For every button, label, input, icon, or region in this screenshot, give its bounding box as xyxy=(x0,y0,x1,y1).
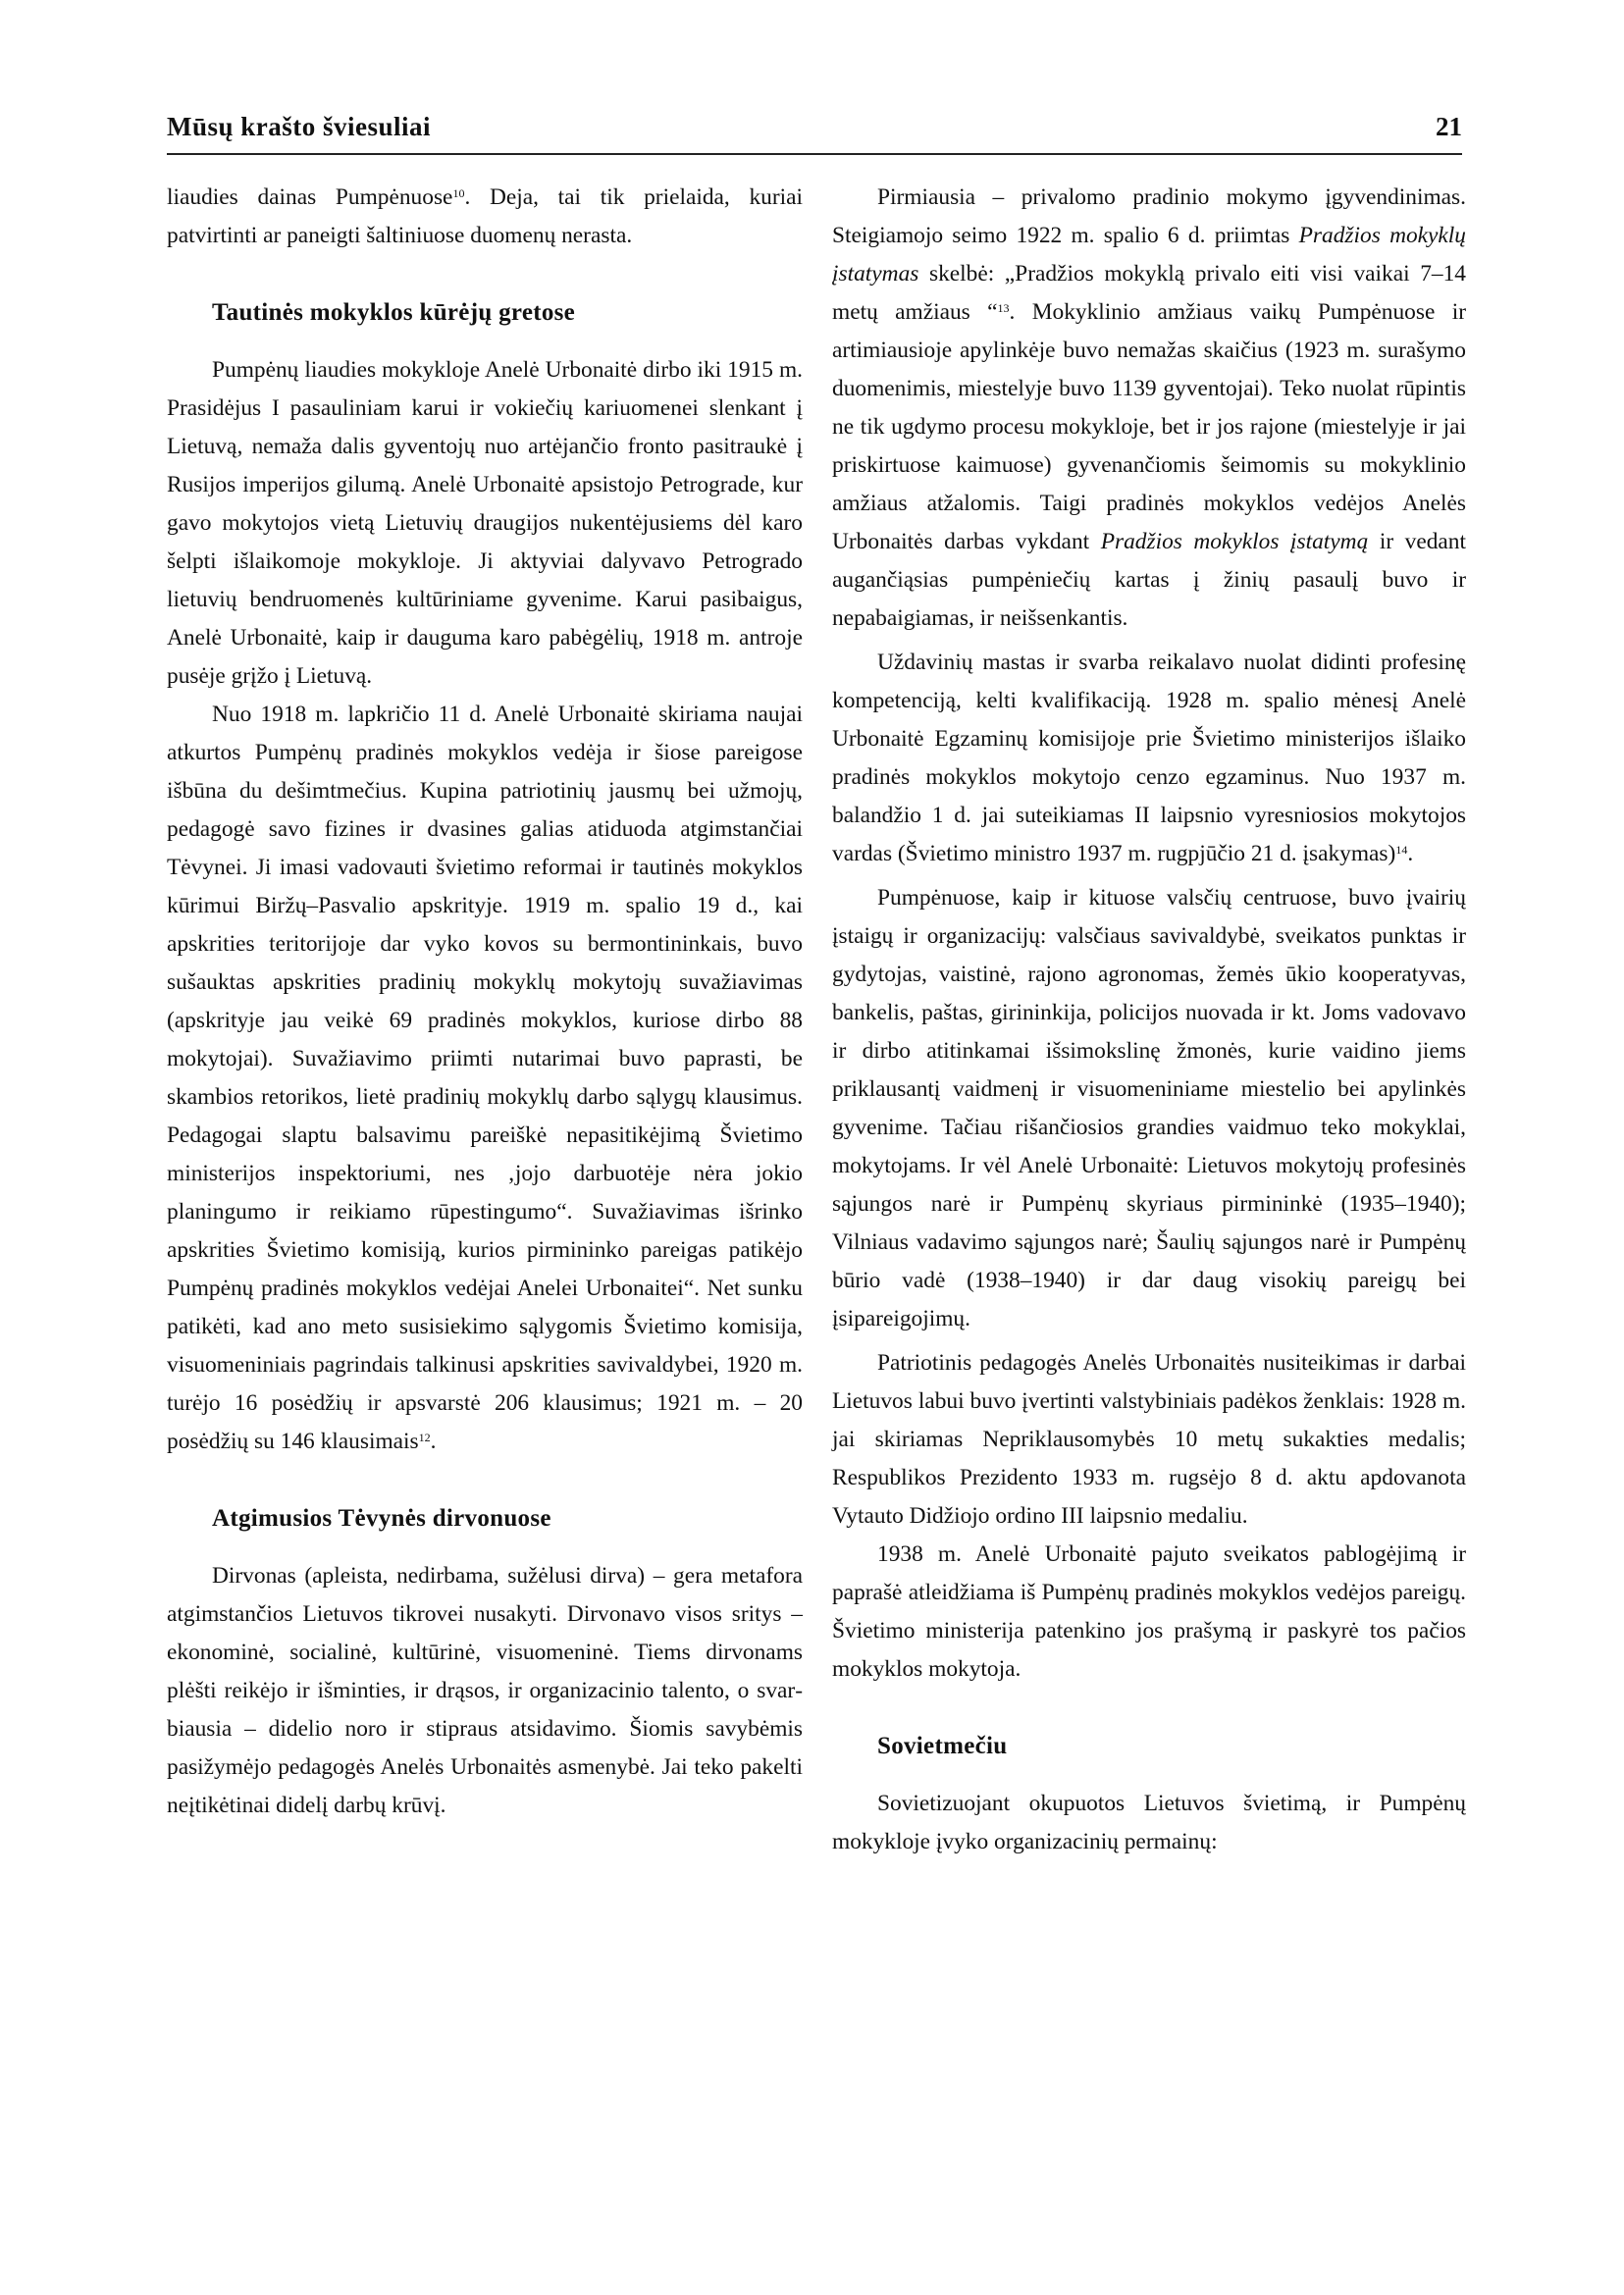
footnote-ref: 14 xyxy=(1395,843,1408,857)
paragraph: Nuo 1918 m. lapkričio 11 d. Anelė Urbonaitė skiriama naujai atkurtos Pumpėnų pradinės mokyklos vedėja ir šiose pareigose išbūna du dešimtmečius. Kupina patriotinių jausmų bei užmojų, pedagogė savo fizines ir dvasines galias atiduoda atgimstančiai Tėvynei. Ji imasi vadovauti švietimo reformai ir tautinės mokyklos kūrimui Biržų–Pasvalio apskrityje. 1919 m. spalio 19 d., kai apskrities teritorijoje dar vyko kovos su bermontininkais, buvo sušauktas apskrities pradinių mokyklų mokytojų suvažiavimas (apskrityje jau veikė 69 pradinės mokyklos, kuriose dirbo 88 mokytojai). Suvažiavimo priimti nutarimai buvo paprasti, be skambios retorikos, lietė pradinių mokyklų darbo sąlygų klausimus. Pedagogai slaptu balsavimu pareiškė nepasitikėjimą Švietimo ministerijos inspektoriumi, nes ‚jojo darbuotėje nėra jokio planingumo ir reikiamo rūpestingumo“. Suvažiavimas išrinko apskrities Švietimo komisiją, kurios pirmininko pareigas patikėjo Pumpėnų pradinės mokyklos vedėjai Anelei Urbonaitei“. Net sunku patikėti, kad ano meto susisiekimo sąlygomis Švietimo komisija, visuomeniniais pagrindais talkinusi apskrities savivaldybei, 1920 m. turėjo 16 posėdžių ir apsvarstė 206 klausimus; 1921 m. – 20 posėdžių su 146 klausimais$^{12}$. xyxy=(167,702,803,1454)
footnote-ref: 13 xyxy=(997,301,1010,315)
footnote-ref: 10 xyxy=(452,186,465,200)
paragraph: liaudies dainas Pumpėnuose$^{10}$. Deja, tai tik prielaida, kuriai patvirtinti ar paneigti šaltiniuose duomenų nerasta. xyxy=(167,184,804,248)
footnote-ref: 12 xyxy=(418,1431,431,1444)
paragraph: Sovietizuojant okupuotos Lietuvos švietimą, ir Pumpėnų mokykloje įvyko organizacinių permainų: xyxy=(832,1791,1466,1854)
section-heading: Atgimusios Tėvynės dirvonuose xyxy=(212,1505,551,1532)
paragraph: Pumpėnuose, kaip ir kituose valsčių centruose, buvo įvairių įstaigų ir organizacijų: valsčiaus savivaldybė, sveikatos punktas ir gydytojas, vaistinė, rajono agronomas, žemės ūkio kooperatyvas, bankelis, paštas, girininkija, policijos nuovada ir kt. Joms vadovavo ir dirbo atitinkamai išsimokslinę žmonės, kurie vaidino jiems priklausantį vaidmenį ir visuomeniniame miestelio bei apylinkės gyvenime. Tačiau rišančiosios grandies vaidmuo teko mokyklai, mokytojams. Ir vėl Anelė Urbonaitė: Lietuvos mokytojų profesinės sąjungos narė ir Pumpėnų skyriaus pirmininkė (1935–1940); Vilniaus vadavimo sąjungos narė; Šaulių sąjungos narė ir Pumpėnų būrio vadė (1938–1940) ir dar daug visokių pareigų bei įsipareigojimų. xyxy=(832,885,1466,1331)
running-header xyxy=(167,108,1462,155)
paragraph: Uždavinių mastas ir svarba reikalavo nuolat didinti profesinę kompetenciją, kelti kvalifikaciją. 1928 m. spalio mėnesį Anelė Urbonaitė Egzaminų komisijoje prie Švietimo ministerijos išlaiko pradinės mokyklos mokytojo cenzo egzaminus. Nuo 1937 m. balandžio 1 d. jai suteikiamas II laipsnio vyresniosios mokytojos vardas (Švietimo ministro 1937 m. rugpjūčio 21 d. įsakymas)$^{14}$. xyxy=(832,650,1466,866)
running-title: Mūsų krašto šviesuliai xyxy=(167,112,432,141)
paragraph: 1938 m. Anelė Urbonaitė pajuto sveikatos pablogėjimą ir paprašė atleidžiama iš Pumpėnų pradinės mokyklos vedėjos pareigų. Švietimo ministerija patenkino jos prašymą ir paskyrė tos pačios mokyklos mokytoja. xyxy=(832,1541,1466,1682)
paragraph: Patriotinis pedagogės Anelės Urbonaitės nusiteikimas ir darbai Lietuvos labui buvo įvertinti valstybiniais padėkos ženklais: 1928 m. jai skiriamas Nepriklausomybės 10 metų sukakties medalis; Respublikos Prezidento 1933 m. rugsėjo 8 d. aktu apdovanota Vytauto Didžiojo ordino III laipsnio medaliu. xyxy=(832,1350,1466,1529)
left-column xyxy=(167,179,803,1825)
paragraph: Pumpėnų liaudies mokykloje Anelė Urbonaitė dirbo iki 1915 m. Prasidėjus I pasauliniam karui ir vokiečių kariuomenei slenkant į Lietuvą, nemaža dalis gyventojų nuo artėjančio fronto pasitraukė į Rusijos imperijos gilumą. Anelė Urbonaitė apsistojo Petrograde, kur gavo mokytojos vietą Lietuvių draugijos nukentėjusiems dėl karo šelpti išlaikomoje mokykloje. Ji aktyviai dalyvavo Petrogrado lietuvių bendruomenės kultūriniame gyvenime. Karui pasibaigus, Anelė Urbonaitė, kaip ir dauguma karo pabėgėlių, 1918 m. antroje pusėje grįžo į Lietuvą. xyxy=(167,357,803,689)
page-number: 21 xyxy=(1436,112,1462,141)
right-column xyxy=(832,179,1466,1861)
section-heading: Tautinės mokyklos kūrėjų gretose xyxy=(212,299,576,326)
paragraph: Dirvonas (apleista, nedirbama, sužėlusi dirva) – gera metafora atgimstančios Lietuvos tikrovei nusakyti. Dirvonavo visos sritys – ekonominė, socialinė, kultūrinė, visuomeninė. Tiems dirvonams plėšti reikėjo ir išminties, ir drąsos, ir organizacinio talento, o svarbiausia – didelio noro ir stipraus atsidavimo. Šiomis savybėmis pasižymėjo pedagogės Anelės Urbonaitės asmenybė. Jai teko pakelti neįtikėtinai didelį darbų krūvį. xyxy=(167,1563,803,1818)
law-title: Pradžios mokyklų įstatymas xyxy=(832,223,1466,287)
section-heading: Sovietmečiu xyxy=(877,1733,1008,1759)
paragraph: Pirmiausia – privalomo pradinio mokymo įgyvendinimas. Steigiamojo seimo 1922 m. spalio 6 d. priimtas Pradžios mokyklų įstatymas skelbė: „Pradžios mokyklą privalo eiti visi vaikai 7–14 metų amžiaus “$^{13}$. Mokyklinio amžiaus vaikų Pumpėnuose ir artimiausioje apylinkėje buvo nemažas skaičius (1923 m. surašymo duomenimis, miestelyje buvo 1139 gyventojai). Teko nuolat rūpintis ne tik ugdymo procesu mokykloje, bet ir jos rajone (miestelyje ir jai priskirtuose kaimuose) gyvenančiomis šeimomis su mokyklinio amžiaus atžalomis. Taigi pradinės mokyklos vedėjos Anelės Urbonaitės darbas vykdant Pradžios mokyklos įstatymą ir vedant augančiąsias pumpėniečių kartas į žinių pasaulį buvo ir nepabaigiamas, ir neišsenkantis. xyxy=(832,184,1466,631)
law-title: Pradžios mokyklos įstatymą xyxy=(1100,529,1369,554)
